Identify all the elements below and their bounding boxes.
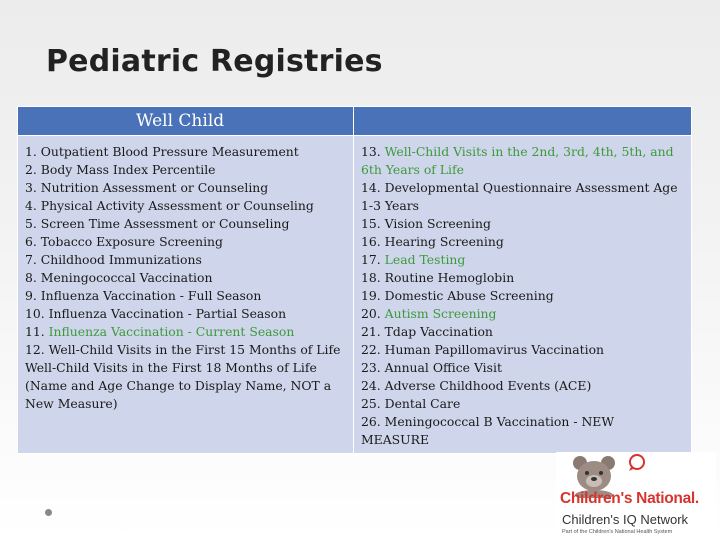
measure-number: 17. [361,252,385,267]
right-measures-list [361,143,685,449]
measure-item: 2. Body Mass Index Percentile [25,162,216,177]
measure-item [25,323,347,341]
measure-item: 19. Domestic Abuse Screening [361,288,554,303]
measure-item: 3. Nutrition Assessment or Counseling [25,180,269,195]
measure-item: 4. Physical Activity Assessment or Counseling [25,198,314,213]
measure-item: 21. Tdap Vaccination [361,324,493,339]
measure-item [361,143,685,179]
measure-item: 10. Influenza Vaccination - Partial Season [25,306,287,321]
header-empty [354,107,692,136]
measure-item: 22. Human Papillomavirus Vaccination [361,342,605,357]
table-body-row [18,136,692,454]
measure-item: 26. Meningococcal B Vaccination - NEW MEASURE [361,414,615,447]
bullet-dot [45,509,52,516]
measure-label-highlighted: Influenza Vaccination - Current Season [48,324,295,339]
speech-bubble-icon [626,454,648,472]
logo-tagline: Part of the Children's National Health System [562,529,673,535]
table-header-row [18,107,692,136]
measure-item: 1. Outpatient Blood Pressure Measurement [25,144,299,159]
left-measures-cell [18,136,354,454]
measure-item [361,251,685,269]
measure-number: 20. [361,306,385,321]
right-measures-cell [354,136,692,454]
measure-item: 8. Meningococcal Vaccination [25,270,213,285]
measure-item: 25. Dental Care [361,396,461,411]
measure-number: 13. [361,144,385,159]
measure-item: 5. Screen Time Assessment or Counseling [25,216,290,231]
registry-table [17,106,692,454]
header-well-child: Well Child [18,107,354,136]
slide-title: Pediatric Registries [46,44,383,79]
measure-item: 18. Routine Hemoglobin [361,270,515,285]
left-measures-list [25,143,347,413]
logo-network: Children's IQ Network [562,512,689,527]
measure-item: 7. Childhood Immunizations [25,252,202,267]
measure-item: 9. Influenza Vaccination - Full Season [25,288,262,303]
measure-item: 14. Developmental Questionnaire Assessment Age 1-3 Years [361,180,678,213]
measure-item [361,305,685,323]
measure-item: 12. Well-Child Visits in the First 15 Months of Life Well-Child Visits in the First 18 Months of Life (Name and Age Change to Display Name, NOT a New Measure) [25,342,341,411]
logo-name: Children's National. [560,490,699,507]
measure-label-highlighted: Autism Screening [384,306,497,321]
childrens-national-logo [556,452,716,538]
measure-item: 6. Tobacco Exposure Screening [25,234,223,249]
measure-label-highlighted: Well-Child Visits in the 2nd, 3rd, 4th, 5th, and 6th Years of Life [361,144,674,177]
measure-item: 15. Vision Screening [361,216,491,231]
measure-item: 23. Annual Office Visit [361,360,502,375]
measure-label-highlighted: Lead Testing [384,252,466,267]
measure-item: 16. Hearing Screening [361,234,504,249]
measure-number: 11. [25,324,49,339]
measure-item: 24. Adverse Childhood Events (ACE) [361,378,592,393]
